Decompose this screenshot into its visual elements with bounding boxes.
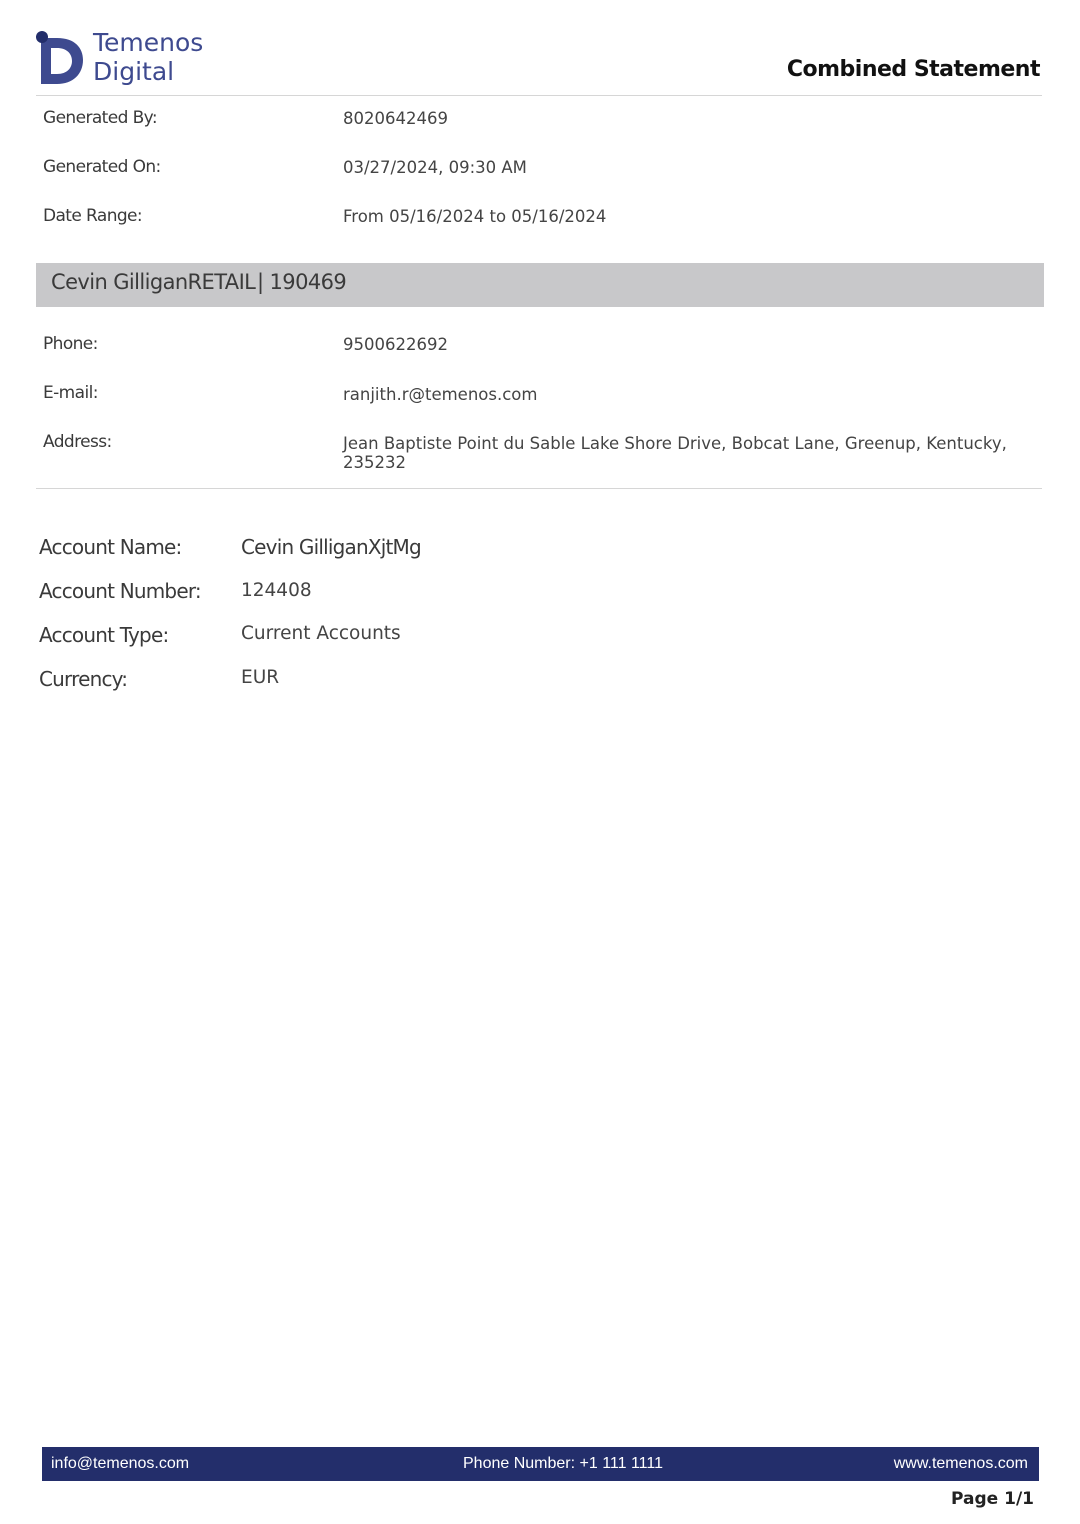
footer-website-link[interactable]: www.temenos.com [893,1455,1028,1472]
phone-label: Phone: [43,334,98,354]
footer-bar [42,1447,1039,1481]
generated-by-label: Generated By: [43,108,158,128]
footer-phone: Phone Number: +1 111 1111 [463,1455,663,1472]
footer-email-link[interactable]: info@temenos.com [51,1455,190,1472]
customer-id: | 190469 [257,270,347,294]
address-label: Address: [43,432,112,452]
temenos-digital-logo [35,28,235,88]
address-line-1: Jean Baptiste Point du Sable Lake Shore Drive, Bobcat Lane, Greenup, Kentucky, [343,434,1007,453]
email-value: ranjith.r@temenos.com [343,385,538,404]
currency-value: EUR [241,667,280,688]
date-range-label: Date Range: [43,206,143,226]
temenos-logo-icon [35,30,85,86]
account-number-label: Account Number: [39,579,201,603]
account-type-value: Current Accounts [241,623,401,644]
logo-line-1: Temenos [93,28,204,57]
logo-line-2: Digital [93,57,175,86]
account-type-label: Account Type: [39,623,169,647]
address-value [343,434,1007,472]
address-line-2: 235232 [343,453,406,472]
header-divider [36,95,1042,96]
email-label: E-mail: [43,383,98,403]
generated-on-label: Generated On: [43,157,161,177]
customer-name: Cevin GilliganRETAIL [51,270,256,294]
date-range-value: From 05/16/2024 to 05/16/2024 [343,207,607,226]
generated-by-value: 8020642469 [343,109,448,128]
customer-header-band [36,263,1044,307]
phone-value: 9500622692 [343,335,448,354]
account-name-label: Account Name: [39,535,182,559]
account-name-value: Cevin GilliganXjtMg [241,535,421,559]
generated-on-value: 03/27/2024, 09:30 AM [343,158,527,177]
logo-wordmark [93,28,203,86]
page-title: Combined Statement [786,57,1040,82]
account-number-value: 124408 [241,580,312,601]
customer-divider [36,488,1042,489]
currency-label: Currency: [39,667,128,691]
page-number: Page 1/1 [951,1489,1034,1509]
